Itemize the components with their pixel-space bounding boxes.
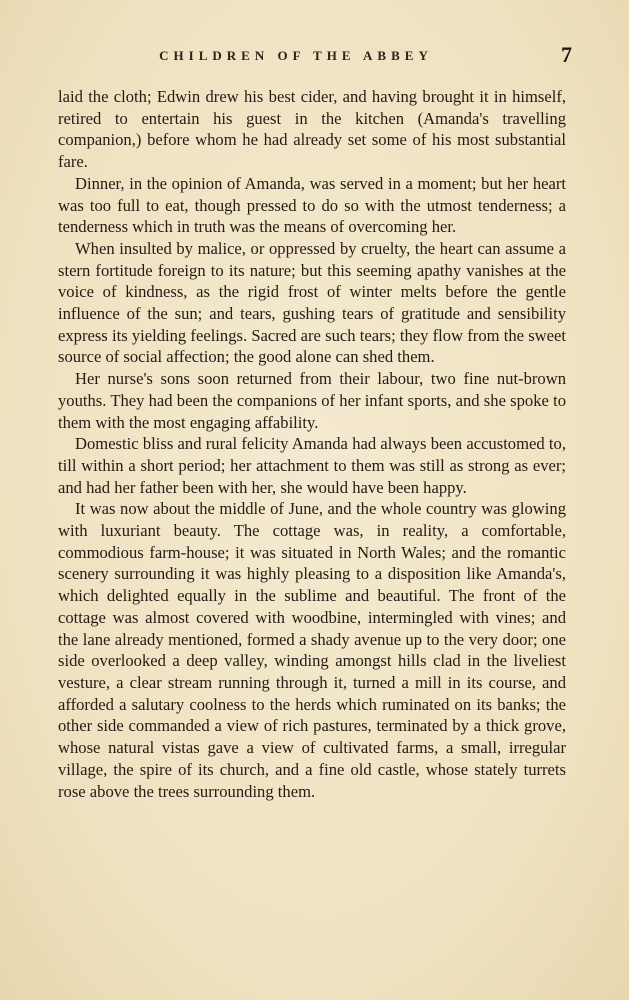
page-header — [60, 44, 572, 68]
page-number: 7 — [561, 42, 572, 67]
paragraph-continued: laid the cloth; Edwin drew his best cider, and having brought it in himself, retired to entertain his guest in the kitchen (Amanda's travelling companion,) before whom he had already set some of his most substantial fare. — [58, 87, 566, 172]
paragraph: When insulted by malice, or oppressed by cruelty, the heart can assume a stern fortitude foreign to its nature; but this seeming apathy vanishes at the voice of kindness, as the rigid frost of winter melts before the gentle influence of the sun; and tears, gushing tears of gratitude and sensibility express its yielding feelings. Sacred are such tears; they flow from the sweet source of social affection; the good alone can shed them. — [58, 238, 566, 367]
paragraph: It was now about the middle of June, and the whole country was glowing with luxuriant beauty. The cottage was, in reality, a comfortable, commodious farm-house; it was situated in North Wales; and the romantic scenery surrounding it was highly pleasing to a disposition like Amanda's, which delighted equally in the sublime and beautiful. The front of the cottage was almost covered with woodbine, intermingled with vines; and the lane already mentioned, formed a shady avenue up to the very door; one side overlooked a deep valley, winding amongst hills clad in the liveliest vesture, a clear stream running through it, turned a mill in its course, and afforded a salutary coolness to the herds which ruminated on its banks; the other side commanded a view of rich pastures, terminated by a thick grove, whose natural vistas gave a view of cultivated farms, a small, irregular village, the spire of its church, and a fine old castle, whose stately turrets rose above the trees surrounding them. — [58, 499, 566, 801]
body-text — [58, 86, 566, 802]
paragraph: Dinner, in the opinion of Amanda, was served in a moment; but her heart was too full to eat, though pressed to do so with the utmost tenderness; a tenderness which in truth was the means of overcoming her. — [58, 173, 566, 237]
paragraph: Domestic bliss and rural felicity Amanda had always been accustomed to, till within a short period; her attachment to them was still as strong as ever; and had her father been with her, she would have been happy. — [58, 434, 566, 497]
paragraph: Her nurse's sons soon returned from their labour, two fine nut-brown youths. They had been the companions of her infant sports, and she spoke to them with the most engaging affability. — [58, 369, 566, 432]
running-head: CHILDREN OF THE ABBEY — [159, 48, 433, 63]
